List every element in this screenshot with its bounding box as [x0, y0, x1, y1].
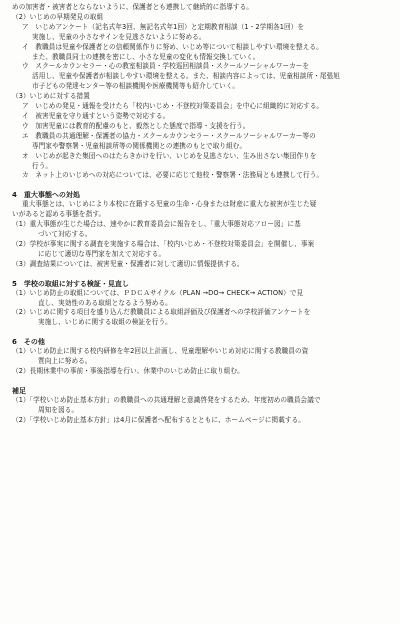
text-line: 直し、実効性のある取組となるよう努める。 — [38, 298, 172, 307]
supplement-heading: 補足 — [12, 387, 26, 395]
text-line: 行う。 — [32, 161, 53, 170]
text-line: （3）いじめに対する措置 — [12, 92, 90, 101]
text-line: エ 教職員の共通理解・保護者の協力・スクールカウンセラー・スクールソーシャルワーカー等の — [22, 131, 316, 140]
text-line: （1）いじめ防止の取組については、ＰＤＣＡサイクル（PLAN →DO→ CHECK→ ACTION）で見 — [12, 288, 304, 297]
text-line: ウ スクールカウンセラー・心の教室相談員・学校巡回相談員・スクールソーシャルワーカーを — [22, 62, 310, 71]
text-line: 市子どもの発達センター等の相談機関や医療機関等も紹介していく。 — [32, 82, 240, 91]
text-line: 重大事態とは、いじめにより本校に在籍する児童の生命・心身または財産に重大な被害が生じた疑 — [22, 200, 317, 209]
text-line: イ 教職員は児童や保護者との信頼関係作りに努め、いじめ等について相談しやすい環境を整える。 — [22, 42, 323, 51]
text-line: 実施し、いじめに関する取組の検証を行う。 — [38, 318, 172, 327]
text-line: めの加害者・被害者とならないように、保護者とも連携して継続的に指導する。 — [12, 3, 253, 11]
text-line: （1）「学校いじめ防止基本方針」の教職員への共通理解と意識啓発をするため、年度初めの職員会議で — [12, 396, 321, 404]
text-line: カ ネット上のいじめへの対応については、必要に応じて他校・警察署・法務局とも連携して行う。 — [22, 171, 324, 180]
text-line: イ 被害児童を守り通すという姿勢で対応する。 — [22, 111, 170, 120]
text-line: （2）学校が事実に関する調査を実施する場合は、「校内いじめ・不登校対策委員会」を開催し、事案 — [12, 239, 315, 248]
section-3-continuation — [8, 3, 392, 181]
text-line: （3）調査結果については、被害児童・保護者に対して適切に情報提供する。 — [12, 259, 244, 268]
supplement-body — [8, 396, 392, 426]
text-line: 実施し、児童の小さなサインを見逃さないように努める。 — [32, 32, 206, 41]
text-line: ア いじめの発見・通報を受けたら「校内いじめ・不登校対策委員会」を中心に組織的に対応する。 — [22, 102, 324, 111]
text-line: 周知を図る。 — [38, 405, 79, 414]
text-line: づいて対応する。 — [38, 230, 92, 239]
text-line: に応じて適切な専門家を加えて対応する。 — [38, 249, 166, 258]
text-line: 質向上に努める。 — [38, 357, 92, 366]
section-5-heading: 5 学校の取組に対する検証・見直し — [12, 279, 129, 288]
section-5-body — [8, 289, 392, 329]
text-line: いがあると認める事態を指す。 — [12, 210, 106, 219]
section-6-heading: 6 その他 — [12, 338, 45, 347]
text-line: （1）いじめ防止に関する校内研修を年2回以上計画し、児童理解やいじめ対応に関する教職員の資 — [12, 347, 309, 356]
text-line: ウ 加害児童には教育的配慮のもと、毅然とした態度で指導・支援を行う。 — [22, 121, 250, 130]
section-4-body — [8, 200, 392, 269]
text-line: また、教職員同士の連携を密にし、小さな児童の変化も情報交換していく。 — [32, 52, 260, 61]
text-line: 専門家や警察署・児童相談所等の関係機関との連携のもとで取り組む。 — [32, 141, 247, 150]
text-line: ア いじめアンケート（記名式年3回、無記名式年1回）と定期教育相談（1・2学期各1回）を — [22, 22, 305, 31]
section-6-body — [8, 347, 392, 377]
text-line: （2）いじめの早期発見の取組 — [12, 12, 104, 21]
text-line: オ いじめが起きた集団へのはたらきかけを行い、いじめを見逃さない、生み出さない集団作りを — [22, 151, 317, 160]
section-4-heading: 4 重大事態への対処 — [12, 191, 80, 200]
text-line: 活用し、児童や保護者が相談しやすい環境を整える。また、相談内容によっては、児童相談所・尾張旭 — [32, 72, 340, 81]
text-line: （2）長期休業中の事前・事後指導を行い、休業中のいじめ防止に取り組む。 — [12, 367, 244, 376]
text-line: （2）いじめに関する項目を盛り込んだ教職員による取組評価及び保護者への学校評価アンケートを — [12, 308, 311, 317]
text-line: （1）重大事態が生じた場合は、速やかに教育委員会に報告をし、「重大事態対応フロー図」に基 — [12, 220, 301, 229]
text-line: （2）「学校いじめ防止基本方針」は4月に保護者へ配布するとともに、ホームページに掲載する。 — [12, 415, 305, 424]
